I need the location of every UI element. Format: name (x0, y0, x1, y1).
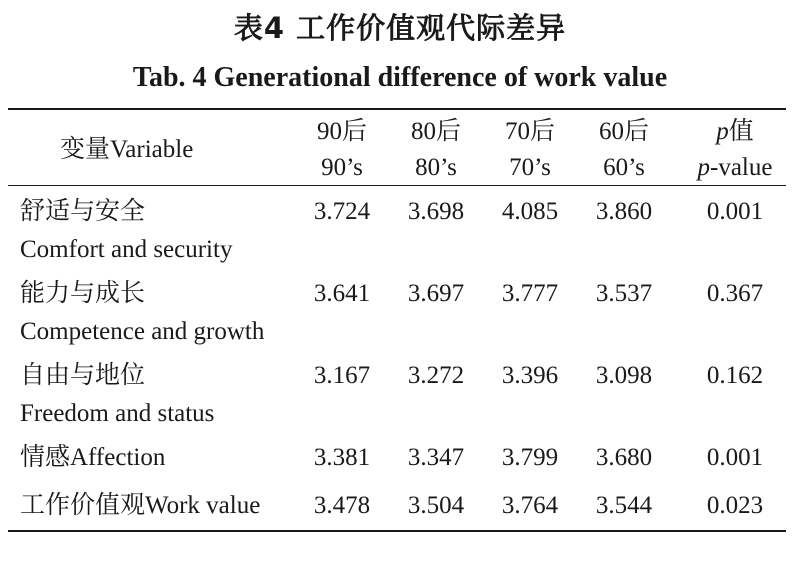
p-italic: p (697, 154, 711, 181)
header-70s-cn: 70后 (504, 118, 555, 145)
value-80s: 3.697 (407, 280, 465, 307)
value-60s: 3.860 (595, 198, 653, 225)
header-90s-cn: 90后 (316, 118, 367, 145)
table-title-chinese: 表4 工作价值观代际差异 (233, 11, 567, 45)
value-p: 0.001 (706, 444, 764, 471)
row-label-en: Comfort and security (20, 236, 233, 263)
row-label-en: Freedom and status (20, 400, 215, 427)
value-60s: 3.544 (595, 492, 653, 519)
value-90s: 3.641 (313, 280, 371, 307)
header-p-value-cn (680, 114, 790, 150)
value-60s: 3.680 (595, 444, 653, 471)
p-value-en-rest: -value (710, 154, 773, 181)
row-label: 情感Affection (20, 444, 166, 471)
header-variable: 变量Variable (60, 136, 194, 163)
row-label-en: Competence and growth (20, 318, 265, 345)
value-80s: 3.698 (407, 198, 465, 225)
value-80s: 3.504 (407, 492, 465, 519)
bottom-rule (8, 530, 786, 532)
value-80s: 3.347 (407, 444, 465, 471)
value-60s: 3.098 (595, 362, 653, 389)
header-70s-en: 70’s (509, 154, 551, 181)
header-p-value-en (680, 150, 790, 186)
value-90s: 3.478 (313, 492, 371, 519)
value-90s: 3.724 (313, 198, 371, 225)
value-90s: 3.381 (313, 444, 371, 471)
value-p: 0.367 (706, 280, 764, 307)
value-70s: 3.799 (501, 444, 559, 471)
top-rule (8, 108, 786, 110)
row-label: 工作价值观Work value (20, 492, 261, 519)
value-p: 0.023 (706, 492, 764, 519)
value-p: 0.162 (706, 362, 764, 389)
table-title-english: Tab. 4 Generational difference of work value (132, 62, 668, 93)
header-80s-en: 80’s (415, 154, 457, 181)
value-p: 0.001 (706, 198, 764, 225)
p-value-cn-rest: 值 (728, 118, 754, 145)
value-70s: 3.777 (501, 280, 559, 307)
header-rule (8, 185, 786, 186)
value-70s: 3.764 (501, 492, 559, 519)
header-80s-cn: 80后 (410, 118, 461, 145)
row-label-cn: 能力与成长 (20, 280, 146, 307)
value-90s: 3.167 (313, 362, 371, 389)
row-label-cn: 自由与地位 (20, 362, 146, 389)
value-70s: 3.396 (501, 362, 559, 389)
p-italic: p (716, 118, 729, 145)
value-80s: 3.272 (407, 362, 465, 389)
header-60s-en: 60’s (603, 154, 645, 181)
header-60s-cn: 60后 (598, 118, 649, 145)
value-70s: 4.085 (501, 198, 559, 225)
header-90s-en: 90’s (321, 154, 363, 181)
value-60s: 3.537 (595, 280, 653, 307)
row-label-cn: 舒适与安全 (20, 198, 146, 225)
